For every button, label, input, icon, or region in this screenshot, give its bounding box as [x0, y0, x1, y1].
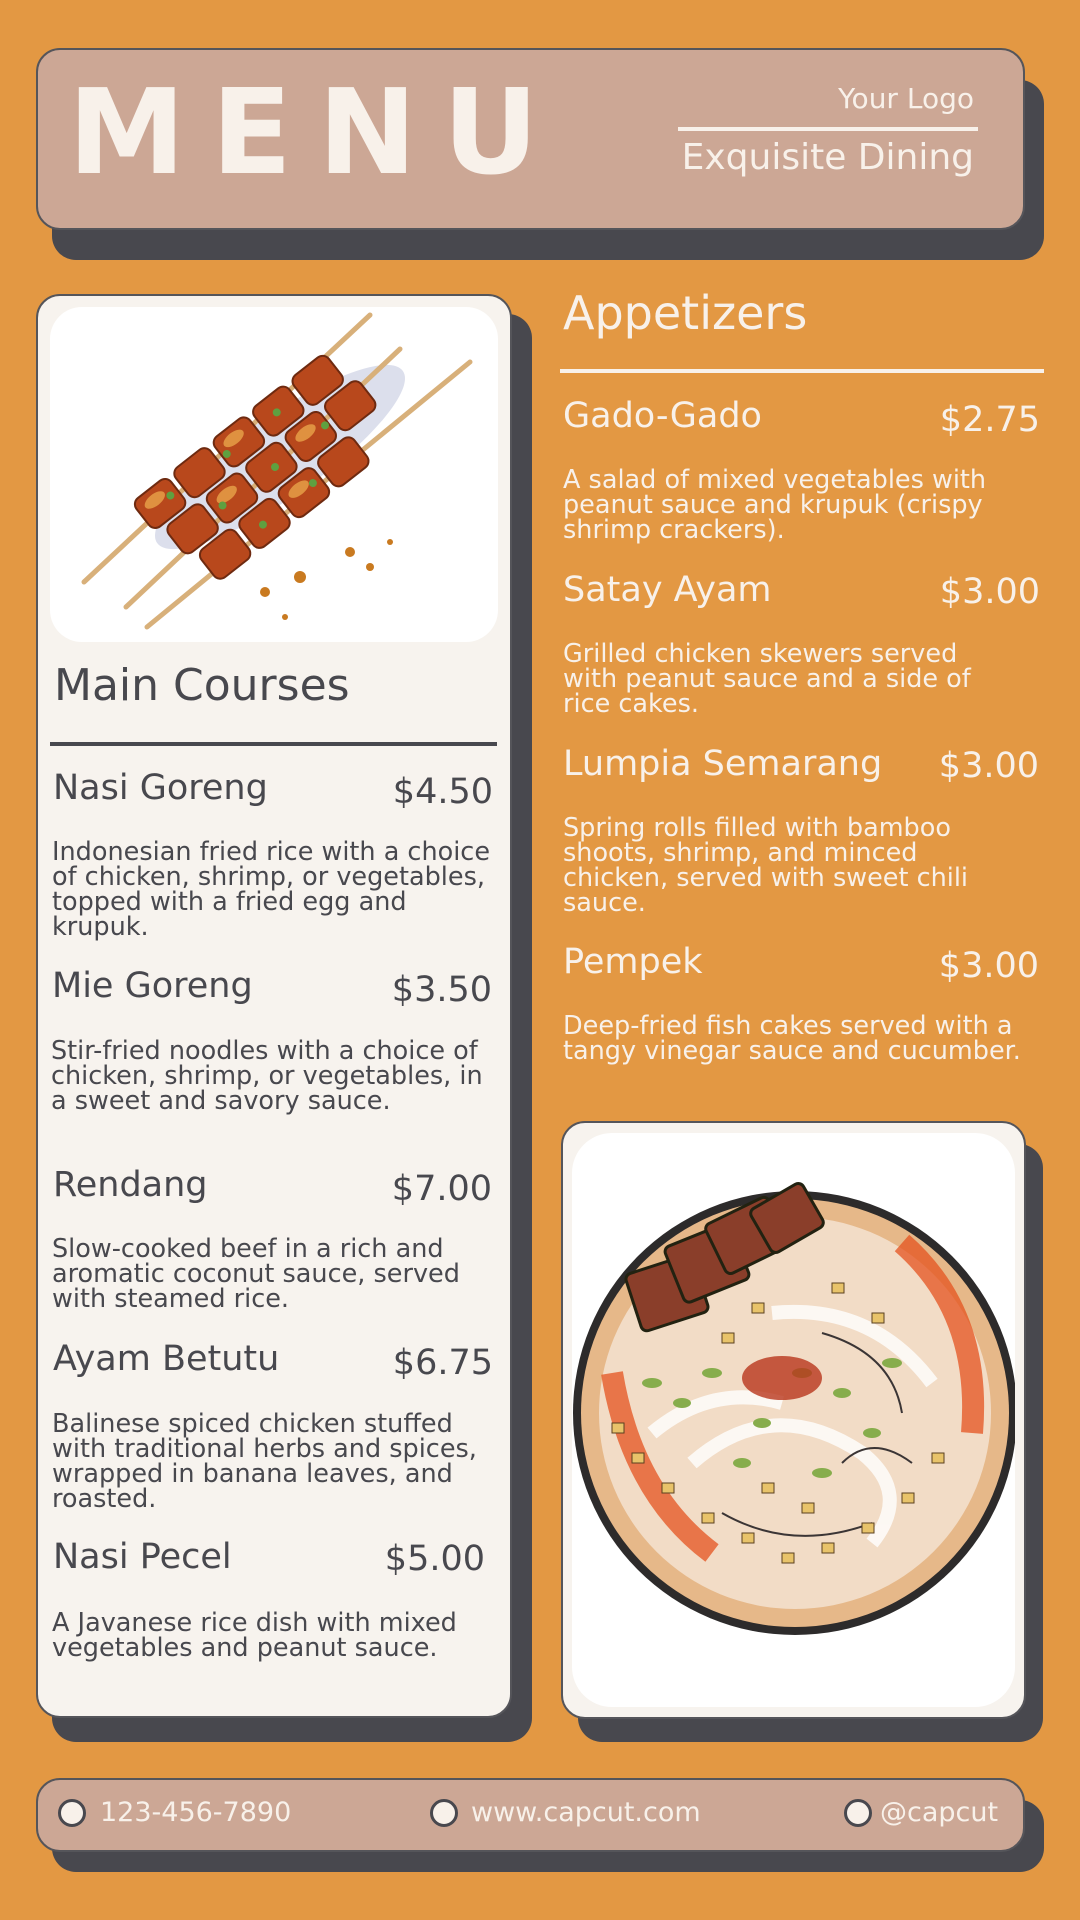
item-price: $5.00 [384, 1539, 485, 1579]
item-name: Lumpia Semarang [563, 744, 883, 784]
header-divider [678, 127, 978, 131]
item-description: Stir-fried noodles with a choice of chicken, shrimp, or vegetables, in a sweet and savory sauce. [51, 1036, 483, 1116]
main-courses-title: Main Courses [54, 660, 350, 711]
item-price: $3.50 [391, 970, 492, 1010]
logo-placeholder: Your Logo [838, 82, 974, 115]
item-price: $3.00 [938, 746, 1039, 786]
item-description: Balinese spiced chicken stuffed with traditional herbs and spices, wrapped in banana leaves, and roasted. [52, 1409, 477, 1514]
item-description: Spring rolls filled with bamboo shoots, shrimp, and minced chicken, served with sweet chili sauce. [563, 813, 968, 918]
item-description: A Javanese rice dish with mixed vegetables and peanut sauce. [52, 1608, 457, 1663]
website-link[interactable]: www.capcut.com [471, 1797, 701, 1828]
social-handle[interactable]: @capcut [880, 1797, 999, 1828]
phone-number[interactable]: 123-456-7890 [100, 1797, 292, 1828]
item-name: Rendang [53, 1165, 208, 1205]
item-price: $6.75 [392, 1343, 493, 1383]
item-name: Nasi Goreng [53, 768, 268, 808]
social-bullet-icon [844, 1799, 872, 1827]
item-name: Gado-Gado [563, 396, 762, 436]
appetizers-title: Appetizers [563, 286, 808, 340]
tagline: Exquisite Dining [681, 137, 974, 178]
menu-title: MENU [68, 63, 565, 201]
item-price: $7.00 [391, 1169, 492, 1209]
noodle-bowl-illustration [572, 1133, 1015, 1707]
skewers-illustration [50, 307, 498, 642]
item-description: Grilled chicken skewers served with peanut sauce and a side of rice cakes. [563, 639, 971, 719]
item-name: Mie Goreng [52, 966, 253, 1006]
item-price: $3.00 [938, 946, 1039, 986]
item-price: $2.75 [939, 400, 1040, 440]
item-name: Nasi Pecel [53, 1537, 232, 1577]
phone-bullet-icon [58, 1799, 86, 1827]
item-name: Ayam Betutu [53, 1339, 280, 1379]
website-bullet-icon [430, 1799, 458, 1827]
item-price: $3.00 [939, 572, 1040, 612]
item-description: Slow-cooked beef in a rich and aromatic coconut sauce, served with steamed rice. [52, 1234, 460, 1314]
item-name: Pempek [563, 942, 703, 982]
item-name: Satay Ayam [563, 570, 772, 610]
item-description: Deep-fried fish cakes served with a tangy vinegar sauce and cucumber. [563, 1011, 1021, 1066]
item-description: A salad of mixed vegetables with peanut sauce and krupuk (crispy shrimp crackers). [563, 465, 987, 545]
main-courses-divider [50, 742, 497, 746]
appetizers-divider [560, 369, 1044, 373]
item-price: $4.50 [392, 772, 493, 812]
item-description: Indonesian fried rice with a choice of chicken, shrimp, or vegetables, topped with a fried egg and krupuk. [52, 837, 491, 942]
